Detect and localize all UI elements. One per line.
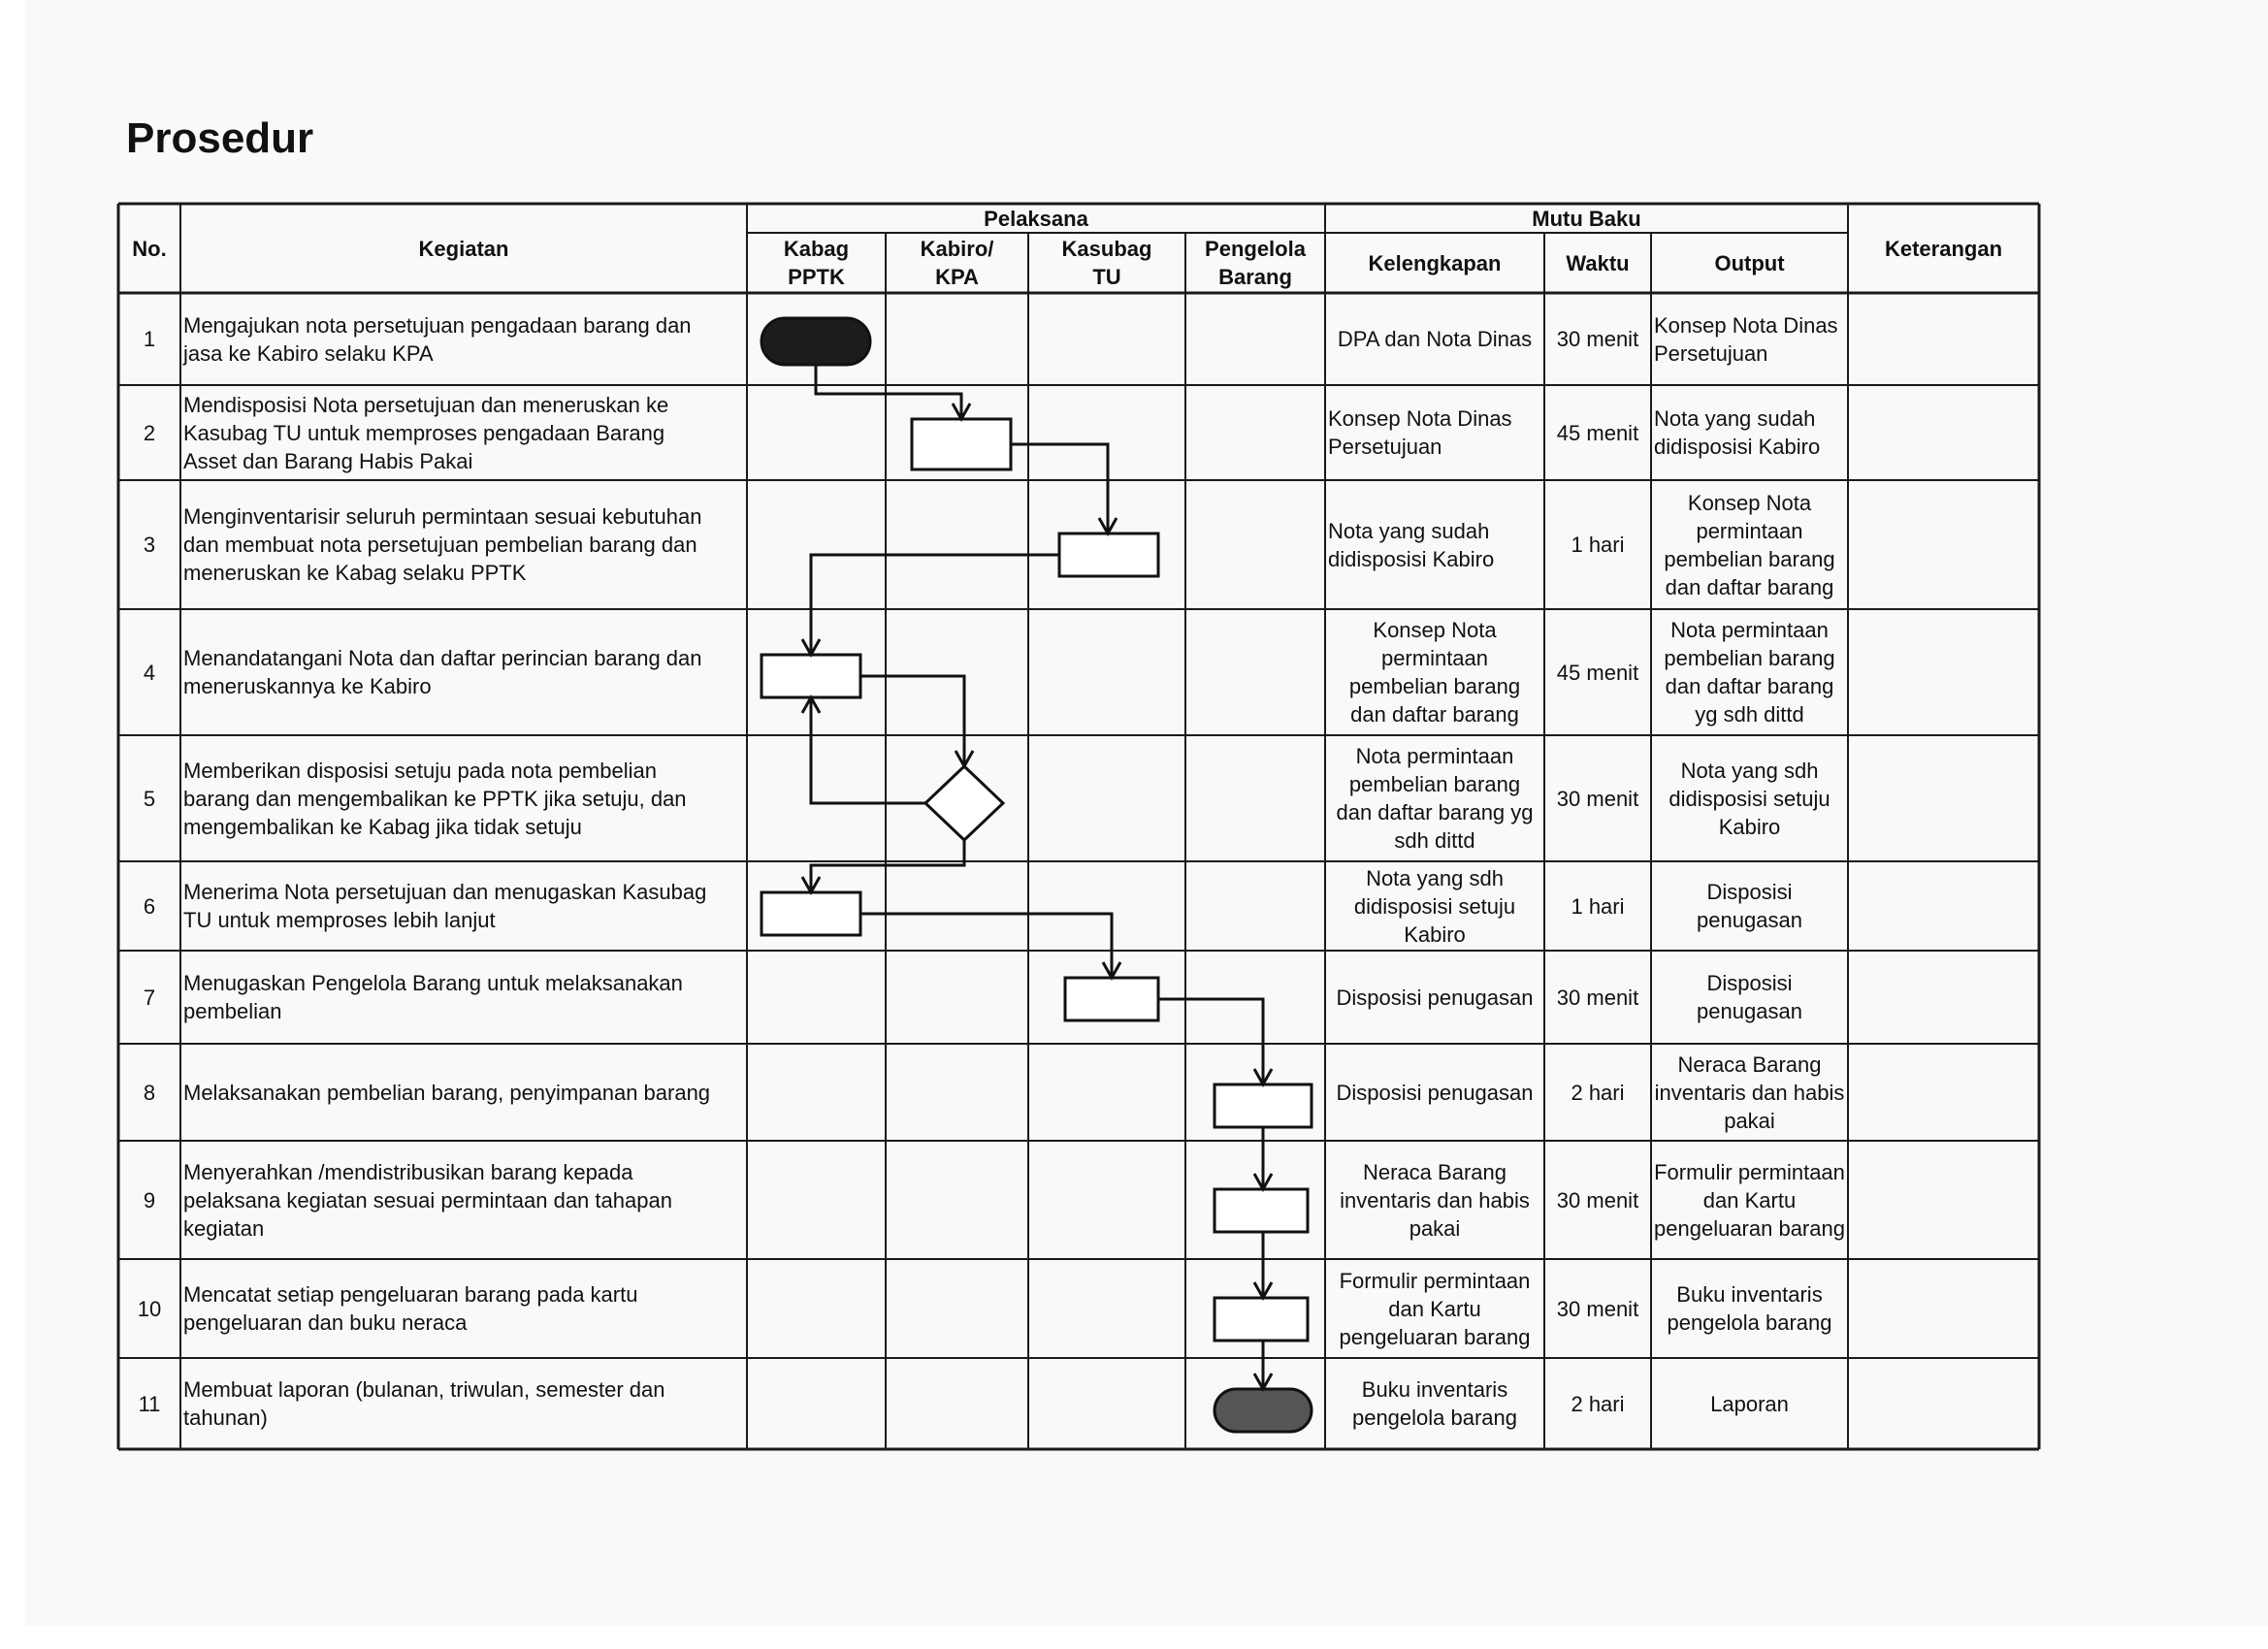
- row-kegiatan: Menugaskan Pengelola Barang untuk melaksanakan pembelian: [183, 971, 683, 1023]
- row-number: 8: [143, 1080, 156, 1105]
- flow-process-kabiro-2: [912, 419, 1011, 469]
- row-output: Nota permintaan pembelian barang dan daftar barang yg sdh dittd: [1664, 618, 1835, 727]
- row-kelengkapan: Konsep Nota Dinas Persetujuan: [1328, 406, 1512, 459]
- row-kelengkapan: Nota permintaan pembelian barang dan daftar barang yg sdh dittd: [1336, 744, 1534, 853]
- flow-connector-6-7: [860, 914, 1112, 978]
- row-kelengkapan: Nota yang sdh didisposisi setuju Kabiro: [1353, 865, 1516, 947]
- row-waktu: 2 hari: [1571, 1080, 1625, 1105]
- row-output: Nota yang sudah didisposisi Kabiro: [1654, 406, 1821, 459]
- row-waktu: 2 hari: [1571, 1391, 1625, 1416]
- row-number: 5: [143, 786, 156, 811]
- row-waktu: 30 menit: [1556, 327, 1639, 351]
- row-number: 9: [143, 1187, 156, 1212]
- row-keterangan: [1848, 735, 2039, 861]
- row-number: 11: [138, 1391, 161, 1416]
- flow-connector-3-4: [811, 555, 1059, 655]
- row-output: Laporan: [1710, 1391, 1789, 1416]
- row-waktu: 30 menit: [1556, 1187, 1639, 1212]
- flow-process-pengelola-10: [1215, 1298, 1308, 1341]
- flow-process-pengelola-9: [1215, 1189, 1308, 1232]
- row-number: 3: [143, 533, 156, 557]
- row-keterangan: [1848, 385, 2039, 480]
- row-output: Disposisi penugasan: [1697, 971, 1802, 1023]
- header-no: No.: [132, 236, 167, 261]
- flow-connector-2-3: [1011, 444, 1108, 534]
- row-output: Formulir permintaan dan Kartu pengeluaran barang: [1654, 1159, 1845, 1241]
- row-number: 6: [143, 893, 156, 919]
- flow-process-kabag-6: [761, 892, 860, 935]
- row-kelengkapan: Konsep Nota permintaan pembelian barang dan daftar barang: [1348, 618, 1521, 727]
- row-keterangan: [1848, 861, 2039, 951]
- row-kegiatan: Melaksanakan pembelian barang, penyimpanan barang: [183, 1080, 711, 1105]
- row-kelengkapan: Nota yang sudah didisposisi Kabiro: [1328, 518, 1495, 571]
- row-kegiatan: Menerima Nota persetujuan dan menugaskan Kasubag TU untuk memproses lebih lanjut: [183, 880, 707, 932]
- flowchart: [761, 318, 1312, 1432]
- row-waktu: 30 menit: [1556, 985, 1639, 1010]
- row-number: 10: [137, 1296, 162, 1321]
- flow-process-pengelola-8: [1215, 1084, 1312, 1127]
- header-keterangan: Keterangan: [1884, 236, 2003, 261]
- flow-decision-diamond: [925, 766, 1003, 840]
- row-keterangan: [1848, 293, 2039, 385]
- row-waktu: 1 hari: [1571, 893, 1625, 919]
- header-pelaksana: Pelaksana: [984, 206, 1088, 231]
- row-kegiatan: Mencatat setiap pengeluaran barang pada kartu pengeluaran dan buku neraca: [183, 1282, 638, 1335]
- row-number: 4: [143, 660, 156, 685]
- row-kegiatan: Menandatangani Nota dan daftar perincian barang dan meneruskannya ke Kabiro: [183, 646, 702, 698]
- row-kegiatan: Menyerahkan /mendistribusikan barang kepada pelaksana kegiatan sesuai permintaan dan tahapan kegiatan: [183, 1159, 672, 1241]
- row-output: Buku inventaris pengelola barang: [1667, 1282, 1832, 1335]
- header-waktu: Waktu: [1566, 250, 1630, 275]
- row-kegiatan: Mendisposisi Nota persetujuan dan meneruskan ke Kasubag TU untuk memproses pengadaan Barang Asset dan Barang Habis Pakai: [183, 392, 669, 473]
- row-keterangan: [1848, 1358, 2039, 1449]
- row-kegiatan: Menginventarisir seluruh permintaan sesuai kebutuhan dan membuat nota persetujuan pembelian barang dan meneruskan ke Kabag selaku PPTK: [183, 504, 702, 585]
- row-keterangan: [1848, 1141, 2039, 1259]
- row-output: Nota yang sdh didisposisi setuju Kabiro: [1669, 758, 1831, 839]
- flow-connector-1-2: [816, 365, 961, 419]
- flow-connector-4-5: [860, 676, 964, 766]
- row-waktu: 45 menit: [1556, 660, 1639, 685]
- row-output: Konsep Nota permintaan pembelian barang dan daftar barang: [1664, 490, 1835, 599]
- header-kasubag-tu: Kasubag TU: [1061, 237, 1152, 289]
- row-output: Disposisi penugasan: [1697, 880, 1802, 932]
- header-pengelola-barang: Pengelola Barang: [1205, 237, 1306, 289]
- row-waktu: 45 menit: [1556, 420, 1639, 445]
- row-keterangan: [1848, 1259, 2039, 1358]
- row-kelengkapan: Disposisi penugasan: [1336, 1080, 1534, 1105]
- row-kegiatan: Memberikan disposisi setuju pada nota pembelian barang dan mengembalikan ke PPTK jika setuju, dan mengembalikan ke Kabag jika tidak setuju: [183, 758, 687, 839]
- row-kelengkapan: Buku inventaris pengelola barang: [1351, 1377, 1518, 1430]
- row-number: 2: [143, 420, 156, 445]
- row-waktu: 30 menit: [1556, 1296, 1639, 1321]
- row-output: Neraca Barang inventaris dan habis pakai: [1654, 1051, 1845, 1133]
- row-keterangan: [1848, 480, 2039, 609]
- row-keterangan: [1848, 951, 2039, 1044]
- flow-connector-5-6: [811, 840, 964, 892]
- page-title: Prosedur: [126, 114, 314, 162]
- header-kabiro-kpa: Kabiro/ KPA: [920, 237, 994, 289]
- row-kelengkapan: Formulir permintaan dan Kartu pengeluaran barang: [1339, 1268, 1531, 1349]
- row-keterangan: [1848, 609, 2039, 735]
- header-kegiatan: Kegiatan: [418, 236, 509, 261]
- flow-end-terminator: [1215, 1389, 1312, 1432]
- header-output: Output: [1714, 250, 1785, 275]
- row-waktu: 1 hari: [1571, 533, 1625, 557]
- row-kelengkapan: Neraca Barang inventaris dan habis pakai: [1340, 1159, 1530, 1241]
- header-kelengkapan: Kelengkapan: [1368, 250, 1502, 275]
- flow-process-kasubag-7: [1065, 978, 1158, 1020]
- row-waktu: 30 menit: [1556, 786, 1639, 811]
- row-output: Konsep Nota Dinas Persetujuan: [1654, 312, 1838, 366]
- flow-process-kabag-4: [761, 655, 860, 697]
- row-keterangan: [1848, 1044, 2039, 1141]
- row-kelengkapan: DPA dan Nota Dinas: [1337, 327, 1533, 351]
- flow-process-kasubag-3: [1059, 534, 1158, 576]
- flow-connector-7-8: [1158, 999, 1263, 1084]
- row-kegiatan: Mengajukan nota persetujuan pengadaan barang dan jasa ke Kabiro selaku KPA: [183, 312, 692, 366]
- header-mutu-baku: Mutu Baku: [1532, 206, 1641, 231]
- row-kelengkapan: Disposisi penugasan: [1336, 985, 1534, 1010]
- flow-connector-5-4-reject: [811, 697, 925, 803]
- header-kabag-pptk: Kabag PPTK: [783, 237, 850, 289]
- flow-start-terminator: [761, 318, 870, 365]
- row-number: 1: [143, 327, 156, 351]
- row-kegiatan: Membuat laporan (bulanan, triwulan, semester dan tahunan): [183, 1377, 665, 1430]
- row-number: 7: [143, 985, 156, 1010]
